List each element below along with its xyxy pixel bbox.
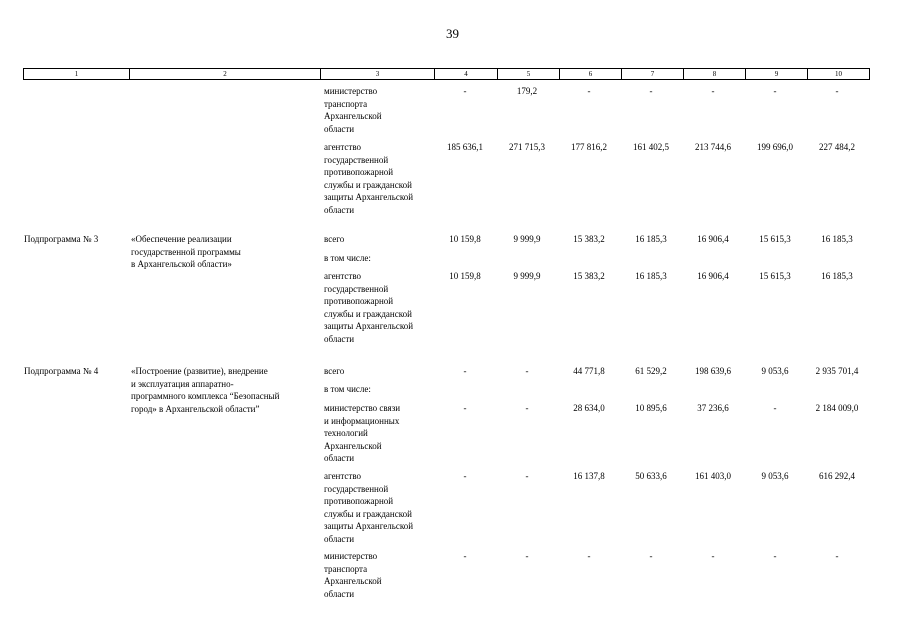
table-cell: 161 402,5 xyxy=(633,142,669,152)
column-header: 6 xyxy=(560,69,622,79)
table-cell: 9 053,6 xyxy=(761,471,789,481)
column-header: 4 xyxy=(435,69,498,79)
column-header: 8 xyxy=(684,69,746,79)
row-label: министерство транспорта Архангельской области xyxy=(324,551,382,599)
column-header: 7 xyxy=(622,69,684,79)
table-cell: - xyxy=(649,551,653,561)
subprogram-name: Подпрограмма № 3 xyxy=(24,234,99,244)
table-cell: 271 715,3 xyxy=(509,142,545,152)
column-header: 9 xyxy=(746,69,808,79)
table-cell: 16 906,4 xyxy=(697,234,729,244)
table-cell: 15 615,3 xyxy=(759,234,791,244)
table-cell: 16 185,3 xyxy=(821,271,853,281)
table-cell: 161 403,0 xyxy=(695,471,731,481)
row-label: в том числе: xyxy=(324,384,371,394)
table-cell: 15 383,2 xyxy=(573,271,605,281)
page-number: 39 xyxy=(446,26,459,41)
table-cell: - xyxy=(835,86,839,96)
table-cell: 37 236,6 xyxy=(697,403,729,413)
table-cell: - xyxy=(525,366,529,376)
table-cell: 61 529,2 xyxy=(635,366,667,376)
table-cell: 44 771,8 xyxy=(573,366,605,376)
table-cell: - xyxy=(525,403,529,413)
table-cell: - xyxy=(773,551,777,561)
table-cell: 16 137,8 xyxy=(573,471,605,481)
table-cell: 9 999,9 xyxy=(513,234,541,244)
table-cell: 198 639,6 xyxy=(695,366,731,376)
table-cell: 10 159,8 xyxy=(449,271,481,281)
table-cell: - xyxy=(525,551,529,561)
column-header: 2 xyxy=(130,69,321,79)
table-cell: 50 633,6 xyxy=(635,471,667,481)
table-cell: 10 895,6 xyxy=(635,403,667,413)
row-label: всего xyxy=(324,366,345,376)
table-cell: - xyxy=(649,86,653,96)
table-cell: - xyxy=(587,551,591,561)
table-cell: 179,2 xyxy=(516,86,538,96)
column-header: 10 xyxy=(835,70,842,78)
table-cell: - xyxy=(835,551,839,561)
table-cell: 16 185,3 xyxy=(635,271,667,281)
row-label: агентство государственной противопожарной службы и гражданской защиты Архангельской области xyxy=(324,471,414,544)
row-label: министерство связи и информационных технологий Архангельской области xyxy=(324,403,401,464)
table-cell: - xyxy=(463,551,467,561)
column-header: 3 xyxy=(321,69,435,79)
table-cell: 9 053,6 xyxy=(761,366,789,376)
table-cell: - xyxy=(463,366,467,376)
table-cell: - xyxy=(587,86,591,96)
table-header xyxy=(23,68,870,80)
row-label: агентство государственной противопожарной службы и гражданской защиты Архангельской области xyxy=(324,271,414,344)
table-cell: 9 999,9 xyxy=(513,271,541,281)
row-label: министерство транспорта Архангельской области xyxy=(324,86,382,134)
table-cell: - xyxy=(711,551,715,561)
table-cell: 177 816,2 xyxy=(571,142,607,152)
row-label: в том числе: xyxy=(324,253,371,263)
table-cell: 16 185,3 xyxy=(635,234,667,244)
table-cell: 2 184 009,0 xyxy=(815,403,859,413)
subprogram-name: Подпрограмма № 4 xyxy=(24,366,99,376)
table-cell: 213 744,6 xyxy=(695,142,731,152)
column-header: 5 xyxy=(498,69,560,79)
table-cell: 227 484,2 xyxy=(819,142,855,152)
table-cell: 28 634,0 xyxy=(573,403,605,413)
table-cell: 616 292,4 xyxy=(819,471,855,481)
table-cell: - xyxy=(773,86,777,96)
table-cell: - xyxy=(463,403,467,413)
subprogram-title: «Обеспечение реализации государственной программы в Архангельской области» xyxy=(131,234,241,270)
table-cell: 185 636,1 xyxy=(447,142,483,152)
subprogram-title: «Построение (развитие), внедрение и эксплуатация аппаратно- программного комплекса “Безопасный город» в Архангельской области” xyxy=(131,366,280,414)
table-cell: - xyxy=(773,403,777,413)
table-cell: 15 615,3 xyxy=(759,271,791,281)
table-cell: 199 696,0 xyxy=(757,142,793,152)
table-cell: 2 935 701,4 xyxy=(815,366,859,376)
table-cell: - xyxy=(463,471,467,481)
table-cell: - xyxy=(525,471,529,481)
table-cell: 16 906,4 xyxy=(697,271,729,281)
table-cell: 10 159,8 xyxy=(449,234,481,244)
table-cell: 15 383,2 xyxy=(573,234,605,244)
table-cell: - xyxy=(463,86,467,96)
table-cell: 16 185,3 xyxy=(821,234,853,244)
row-label: всего xyxy=(324,234,345,244)
table-cell: - xyxy=(711,86,715,96)
row-label: агентство государственной противопожарной службы и гражданской защиты Архангельской области xyxy=(324,142,414,215)
column-header: 1 xyxy=(24,69,130,79)
